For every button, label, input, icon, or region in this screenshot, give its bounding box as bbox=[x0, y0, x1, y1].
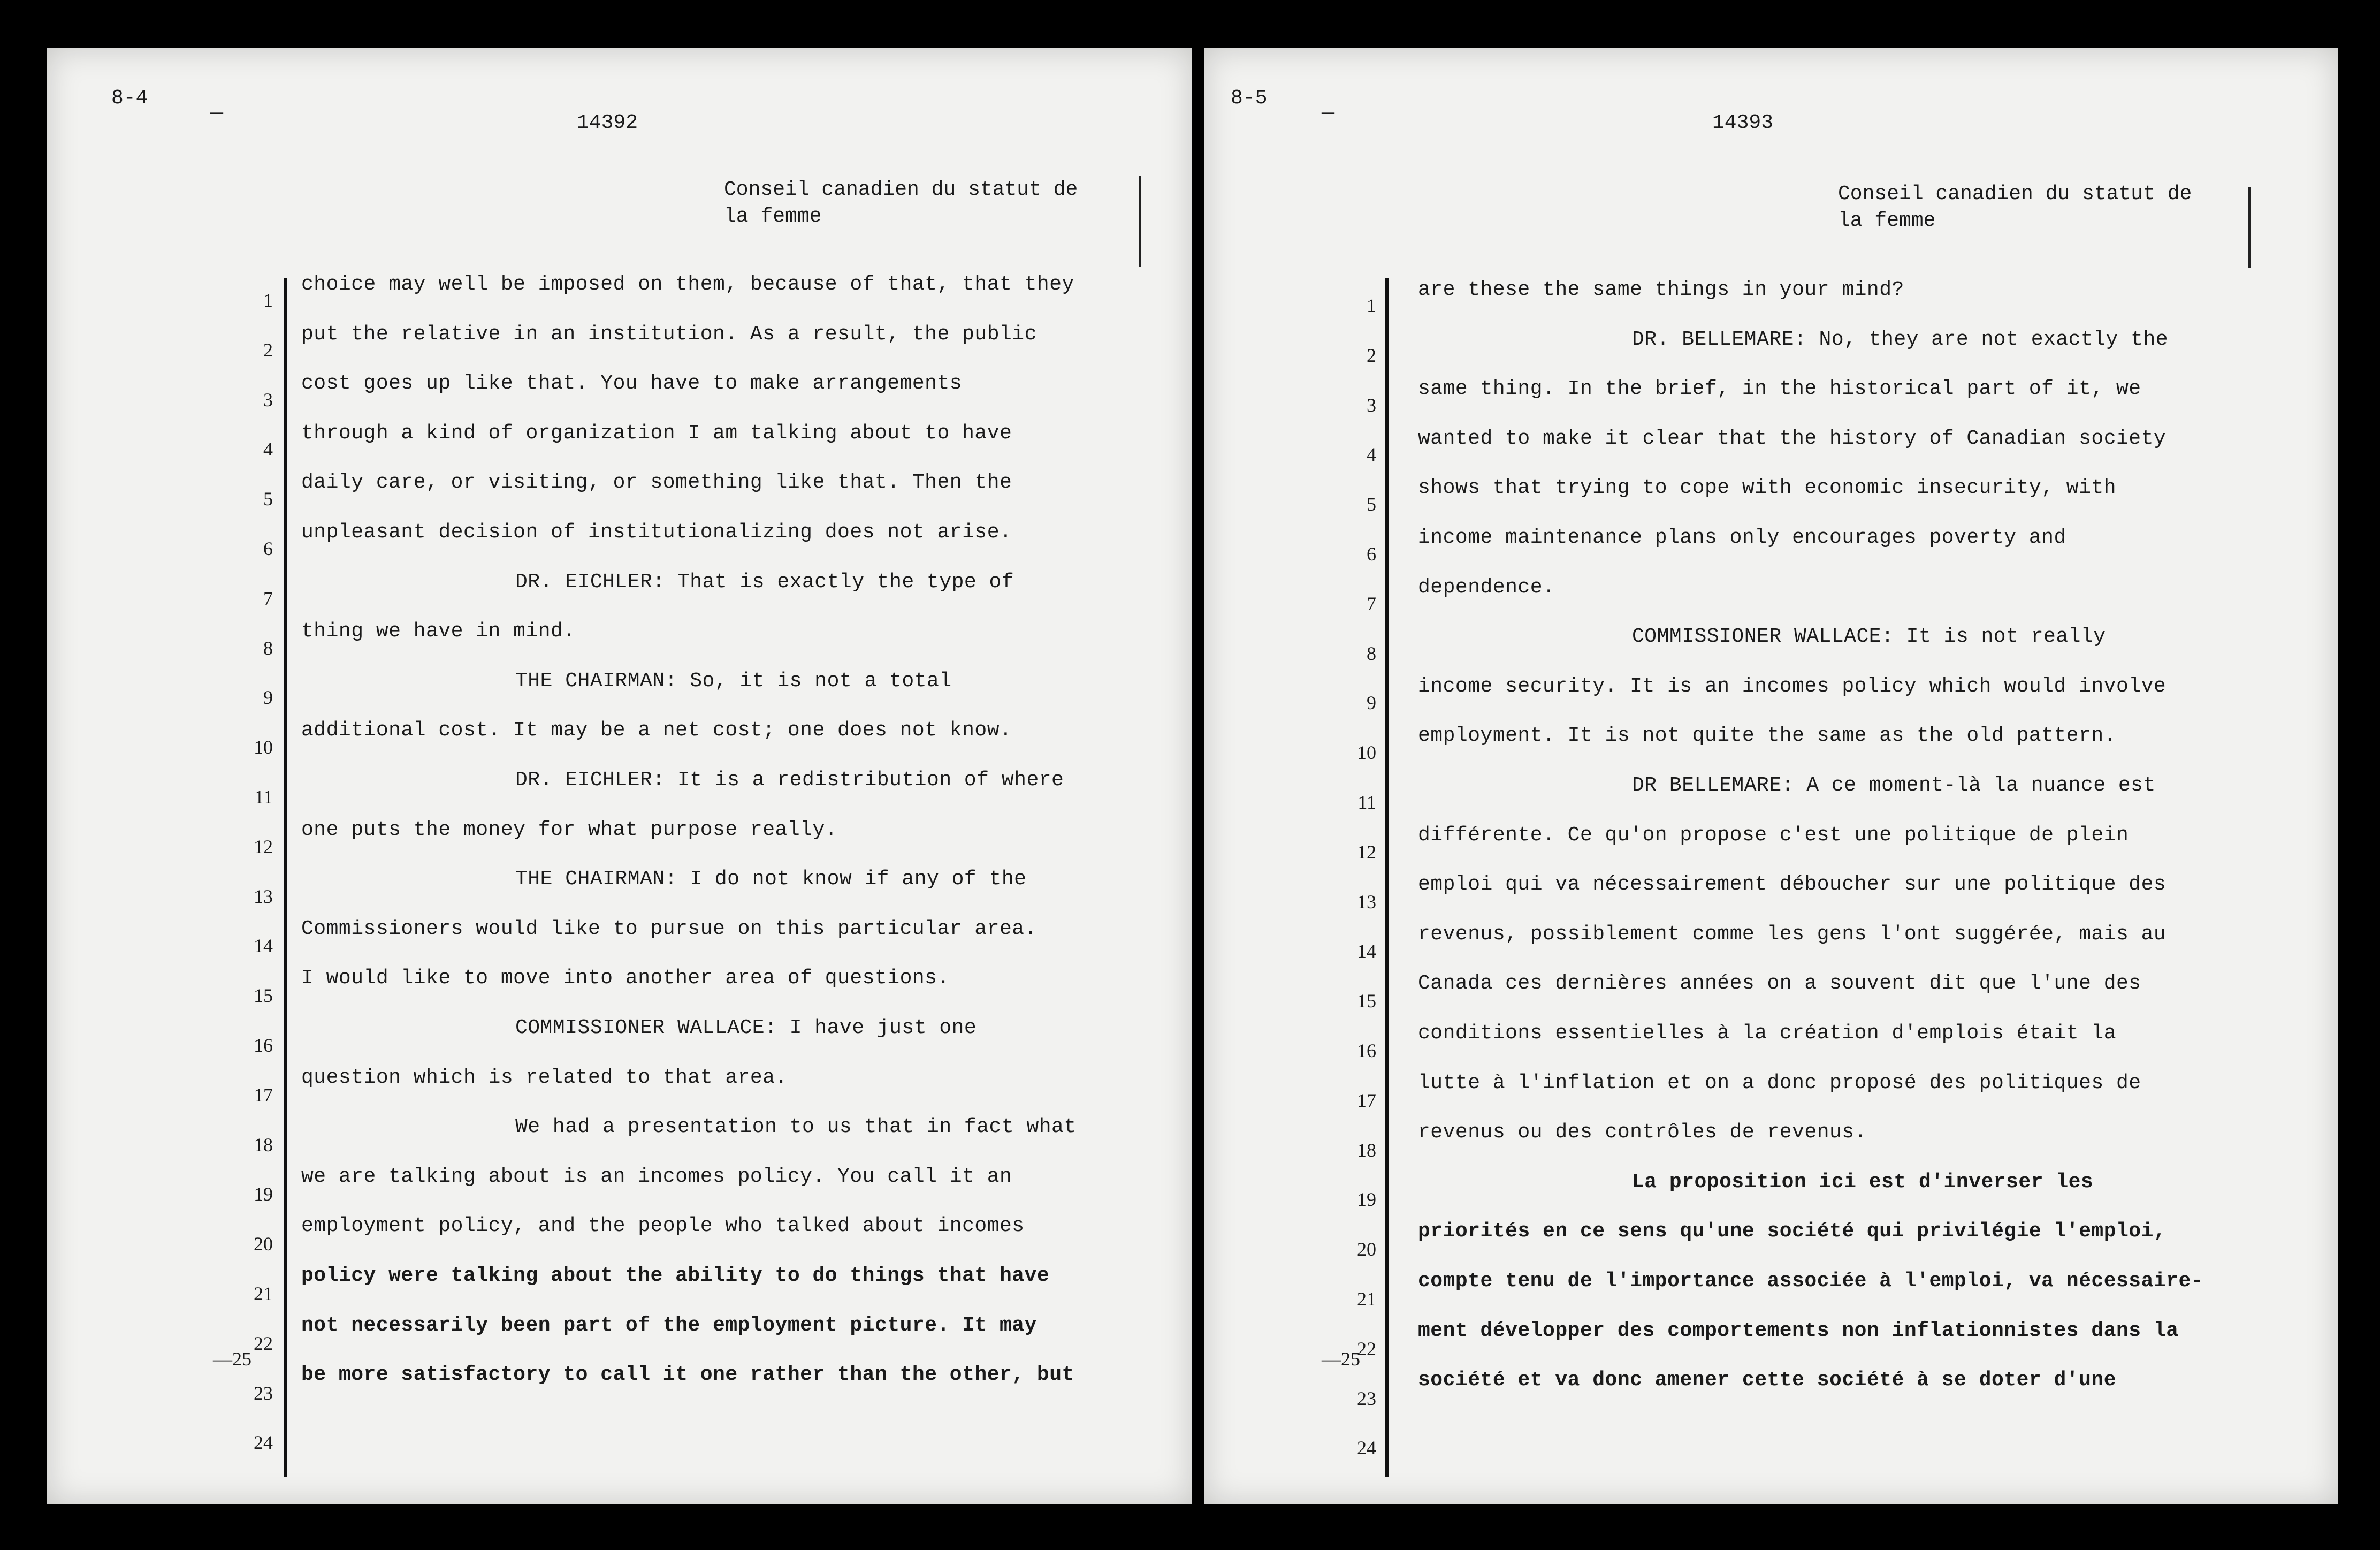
line-number: 19 bbox=[1357, 1189, 1376, 1211]
transcript-line: compte tenu de l'importance associée à l'emploi, va nécessaire- bbox=[1418, 1270, 2204, 1293]
transcript-line: société et va donc amener cette société à se doter d'une bbox=[1418, 1369, 2117, 1392]
transcript-line: emploi qui va nécessairement déboucher sur une politique des bbox=[1418, 873, 2167, 896]
transcript-line: DR BELLEMARE: A ce moment-là la nuance est bbox=[1632, 774, 2156, 797]
header-bracket bbox=[2248, 187, 2251, 268]
header-line-1: Conseil canadien du statut de bbox=[724, 178, 1078, 201]
line-number: 10 bbox=[254, 736, 273, 758]
transcript-line: lutte à l'inflation et on a donc proposé des politiques de bbox=[1418, 1071, 2141, 1095]
header-organization bbox=[1838, 181, 2192, 234]
line-number: 18 bbox=[1357, 1139, 1376, 1161]
line-number: 9 bbox=[1367, 692, 1376, 714]
line-number: 9 bbox=[263, 687, 273, 709]
line-number: 11 bbox=[254, 786, 273, 808]
transcript-line: conditions essentielles à la création d'emplois était la bbox=[1418, 1022, 2117, 1045]
transcript-page-left bbox=[47, 48, 1192, 1504]
header-bracket bbox=[1139, 176, 1141, 267]
line-number: 20 bbox=[254, 1233, 273, 1255]
transcript-line: unpleasant decision of institutionalizing does not arise. bbox=[301, 521, 1012, 544]
line-number: 1 bbox=[263, 290, 273, 311]
transcript-line: daily care, or visiting, or something like that. Then the bbox=[301, 471, 1012, 495]
transcript-line: same thing. In the brief, in the historical part of it, we bbox=[1418, 377, 2141, 401]
transcript-line: employment policy, and the people who talked about incomes bbox=[301, 1214, 1025, 1238]
margin-rule bbox=[1385, 278, 1389, 1477]
header-line-1: Conseil canadien du statut de bbox=[1838, 183, 2192, 206]
line-number: 21 bbox=[1357, 1288, 1376, 1310]
line-number: 3 bbox=[263, 389, 273, 411]
transcript-line: are these the same things in your mind? bbox=[1418, 278, 1904, 301]
transcript-line: I would like to move into another area of questions. bbox=[301, 967, 950, 990]
line-number: 17 bbox=[1357, 1089, 1376, 1111]
line-number: 2 bbox=[263, 339, 273, 361]
transcript-line: income security. It is an incomes policy which would involve bbox=[1418, 674, 2167, 698]
sheet-id: 8-5 bbox=[1231, 87, 1268, 110]
sheet-dash: — bbox=[210, 102, 224, 126]
transcript-line: additional cost. It may be a net cost; one does not know. bbox=[301, 719, 1012, 742]
transcript-line: différente. Ce qu'on propose c'est une politique de plein bbox=[1418, 823, 2129, 847]
transcript-line: We had a presentation to us that in fact what bbox=[515, 1115, 1077, 1139]
line-number: 23 bbox=[254, 1382, 273, 1404]
transcript-line: choice may well be imposed on them, because of that, that they bbox=[301, 273, 1074, 296]
transcript-line: through a kind of organization I am talking about to have bbox=[301, 421, 1012, 445]
transcript-line: question which is related to that area. bbox=[301, 1066, 788, 1089]
line-number: 4 bbox=[263, 438, 273, 460]
header-organization bbox=[724, 177, 1078, 230]
line-number: 12 bbox=[254, 835, 273, 857]
line-number: 10 bbox=[1357, 742, 1376, 764]
line-number: 7 bbox=[1367, 592, 1376, 614]
line-number: 20 bbox=[1357, 1239, 1376, 1260]
margin-rule bbox=[284, 278, 287, 1477]
transcript-line: thing we have in mind. bbox=[301, 620, 576, 643]
line-number: 24 bbox=[1357, 1437, 1376, 1459]
line-number: 14 bbox=[1357, 940, 1376, 962]
transcript-line: revenus ou des contrôles de revenus. bbox=[1418, 1121, 1867, 1144]
line-number: 16 bbox=[1357, 1040, 1376, 1061]
transcript-line: shows that trying to cope with economic insecurity, with bbox=[1418, 476, 2117, 500]
line-number: 22 bbox=[1357, 1338, 1376, 1359]
line-number: 18 bbox=[254, 1134, 273, 1156]
transcript-line: revenus, possiblement comme les gens l'ont suggérée, mais au bbox=[1418, 922, 2167, 946]
line-number: 14 bbox=[254, 935, 273, 957]
line-number: 23 bbox=[1357, 1387, 1376, 1409]
transcript-line: dependence. bbox=[1418, 575, 1555, 599]
sheet-dash: — bbox=[1322, 102, 1335, 126]
line-number: 19 bbox=[254, 1183, 273, 1205]
line-number: 3 bbox=[1367, 394, 1376, 416]
page-number: 14393 bbox=[1712, 111, 1774, 134]
line-number: 16 bbox=[254, 1035, 273, 1056]
line-number: 4 bbox=[1367, 444, 1376, 466]
transcript-line: not necessarily been part of the employment picture. It may bbox=[301, 1313, 1037, 1337]
line-number: 11 bbox=[1357, 792, 1376, 813]
transcript-line: be more satisfactory to call it one rather than the other, but bbox=[301, 1363, 1074, 1387]
line-number: 22 bbox=[254, 1332, 273, 1354]
transcript-line: La proposition ici est d'inverser les bbox=[1632, 1170, 2094, 1194]
line-number: 13 bbox=[254, 885, 273, 907]
transcript-line: DR. BELLEMARE: No, they are not exactly the bbox=[1632, 328, 2169, 351]
transcript-line: THE CHAIRMAN: So, it is not a total bbox=[515, 669, 952, 693]
transcript-line: DR. EICHLER: It is a redistribution of where bbox=[515, 769, 1064, 792]
line-number: 17 bbox=[254, 1084, 273, 1106]
transcript-line: income maintenance plans only encourages poverty and bbox=[1418, 526, 2066, 549]
footer-mark: —25 bbox=[213, 1348, 251, 1370]
line-number: 5 bbox=[1367, 493, 1376, 515]
transcript-line: COMMISSIONER WALLACE: I have just one bbox=[515, 1016, 977, 1039]
page-number: 14392 bbox=[577, 111, 638, 134]
transcript-line: employment. It is not quite the same as the old pattern. bbox=[1418, 724, 2117, 748]
line-number: 15 bbox=[1357, 990, 1376, 1012]
footer-mark: —25 bbox=[1322, 1348, 1360, 1370]
line-number: 2 bbox=[1367, 344, 1376, 366]
transcript-line: put the relative in an institution. As a result, the public bbox=[301, 322, 1037, 346]
transcript-line: we are talking about is an incomes policy. You call it an bbox=[301, 1165, 1012, 1188]
transcript-line: Commissioners would like to pursue on this particular area. bbox=[301, 917, 1037, 940]
transcript-line: COMMISSIONER WALLACE: It is not really bbox=[1632, 625, 2106, 649]
line-number: 15 bbox=[254, 985, 273, 1007]
line-number: 13 bbox=[1357, 891, 1376, 913]
sheet-id: 8-4 bbox=[111, 87, 148, 110]
line-number: 8 bbox=[1367, 642, 1376, 664]
line-number: 24 bbox=[254, 1432, 273, 1454]
transcript-page-right bbox=[1204, 48, 2338, 1504]
transcript-line: Canada ces dernières années on a souvent dit que l'une des bbox=[1418, 972, 2141, 996]
header-line-2: la femme bbox=[1838, 209, 1936, 232]
transcript-line: one puts the money for what purpose really. bbox=[301, 818, 838, 841]
transcript-line: ment développer des comportements non inflationnistes dans la bbox=[1418, 1319, 2179, 1342]
line-number: 7 bbox=[263, 587, 273, 609]
line-number: 12 bbox=[1357, 841, 1376, 863]
line-number: 1 bbox=[1367, 295, 1376, 316]
line-number: 6 bbox=[1367, 543, 1376, 565]
transcript-line: cost goes up like that. You have to make arrangements bbox=[301, 372, 963, 396]
transcript-line: priorités en ce sens qu'une société qui privilégie l'emploi, bbox=[1418, 1220, 2167, 1243]
header-line-2: la femme bbox=[724, 205, 822, 228]
transcript-line: policy were talking about the ability to do things that have bbox=[301, 1264, 1050, 1287]
line-number: 8 bbox=[263, 637, 273, 659]
transcript-line: wanted to make it clear that the history of Canadian society bbox=[1418, 427, 2167, 450]
line-number: 21 bbox=[254, 1283, 273, 1304]
transcript-line: THE CHAIRMAN: I do not know if any of the bbox=[515, 868, 1027, 891]
line-number: 6 bbox=[263, 538, 273, 559]
transcript-line: DR. EICHLER: That is exactly the type of bbox=[515, 570, 1014, 594]
line-number: 5 bbox=[263, 488, 273, 510]
